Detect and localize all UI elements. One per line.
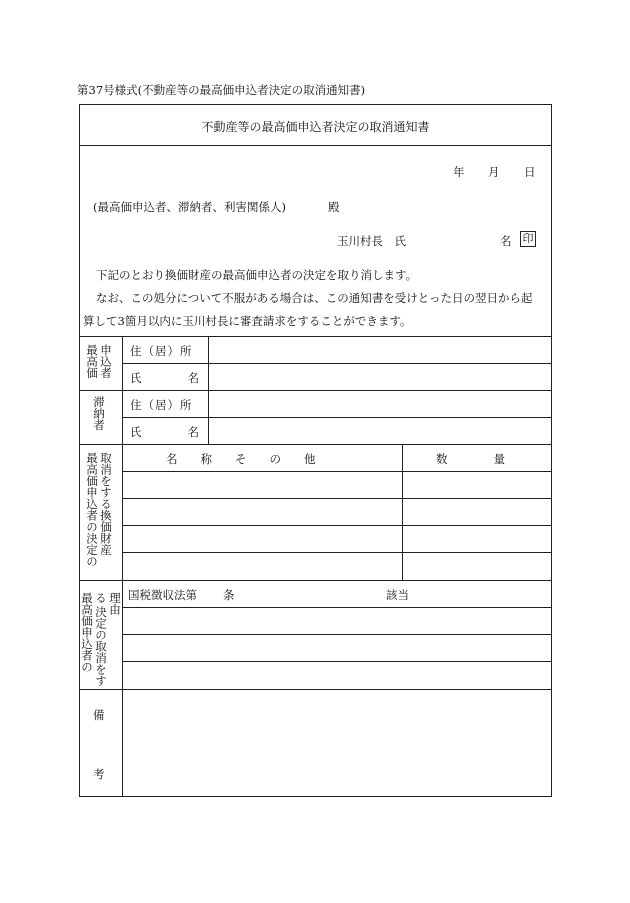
reason-label-col2: る <box>94 592 108 604</box>
bidder-row-divider <box>122 363 552 364</box>
bidder-name-label: 氏 名 <box>130 371 199 385</box>
delinquent-name-label: 氏 名 <box>130 425 199 439</box>
form-number: 第37号様式(不動産等の最高価申込者決定の取消通知書) <box>77 83 366 97</box>
property-row-1 <box>122 471 552 472</box>
delinquent-row-divider <box>122 417 552 418</box>
reason-row-1 <box>122 607 552 608</box>
reason-label-col1: 理由 <box>108 592 122 615</box>
frame-bottom <box>79 796 552 797</box>
date-year-label: 年 <box>453 165 465 179</box>
reason-label-col3: 決定の取消をす <box>94 606 108 687</box>
delinquent-address-label: 住（居）所 <box>130 398 193 412</box>
property-row-3 <box>122 525 552 526</box>
addressee-suffix: 殿 <box>328 200 340 214</box>
bidder-address-label: 住（居）所 <box>130 344 193 358</box>
remarks-label-bottom: 考 <box>93 767 105 781</box>
property-header-name: 名 称 そ の 他 <box>166 452 316 466</box>
property-row-4 <box>122 552 552 553</box>
frame-right <box>551 104 552 796</box>
body-divider <box>79 336 552 337</box>
property-row-2 <box>122 498 552 499</box>
frame-left <box>79 104 80 796</box>
title-divider <box>79 145 552 146</box>
property-header-qty: 数 量 <box>436 452 505 466</box>
reason-law-article: 条 <box>223 588 235 602</box>
property-label-col1: 取消をする換価財産 <box>99 452 113 556</box>
property-qty-divider <box>402 444 403 580</box>
bidder-section-bottom <box>79 390 552 391</box>
reason-row-3 <box>122 661 552 662</box>
issuer: 玉川村長 氏 <box>337 234 406 248</box>
seal-mark: 印 <box>520 231 536 247</box>
bidder-label-col1: 最高価 <box>85 344 99 379</box>
reason-law-prefix: 国税徴収法第 <box>128 588 197 602</box>
body-line-1: 下記のとおり換価財産の最高価申込者の決定を取り消します。 <box>96 268 418 282</box>
reason-law-applicable: 該当 <box>386 588 409 602</box>
issuer-name-label: 名 <box>500 234 512 248</box>
addressee: (最高価申込者、滞納者、利害関係人) <box>93 200 286 214</box>
body-line-2: なお、この処分について不服がある場合は、この通知書を受けとった日の翌日から起 <box>96 291 533 305</box>
frame-top <box>79 104 552 105</box>
date-day-label: 日 <box>524 165 536 179</box>
reason-label-col4: 最高価申込者の <box>80 592 94 673</box>
property-label-divider <box>122 444 123 796</box>
delinquent-label: 滞納者 <box>92 396 106 431</box>
bidder-label-col2: 申込者 <box>99 344 113 379</box>
delinquent-section-bottom <box>79 444 552 445</box>
property-section-bottom <box>79 580 552 581</box>
reason-section-bottom <box>79 689 552 690</box>
remarks-label-top: 備 <box>93 708 105 722</box>
body-line-3: 算して3箇月以内に玉川村長に審査請求をすることができます。 <box>83 314 412 328</box>
reason-row-2 <box>122 634 552 635</box>
document-title: 不動産等の最高価申込者決定の取消通知書 <box>201 120 430 134</box>
property-label-col2: 最高価申込者の決定の <box>85 452 99 567</box>
date-month-label: 月 <box>488 165 500 179</box>
